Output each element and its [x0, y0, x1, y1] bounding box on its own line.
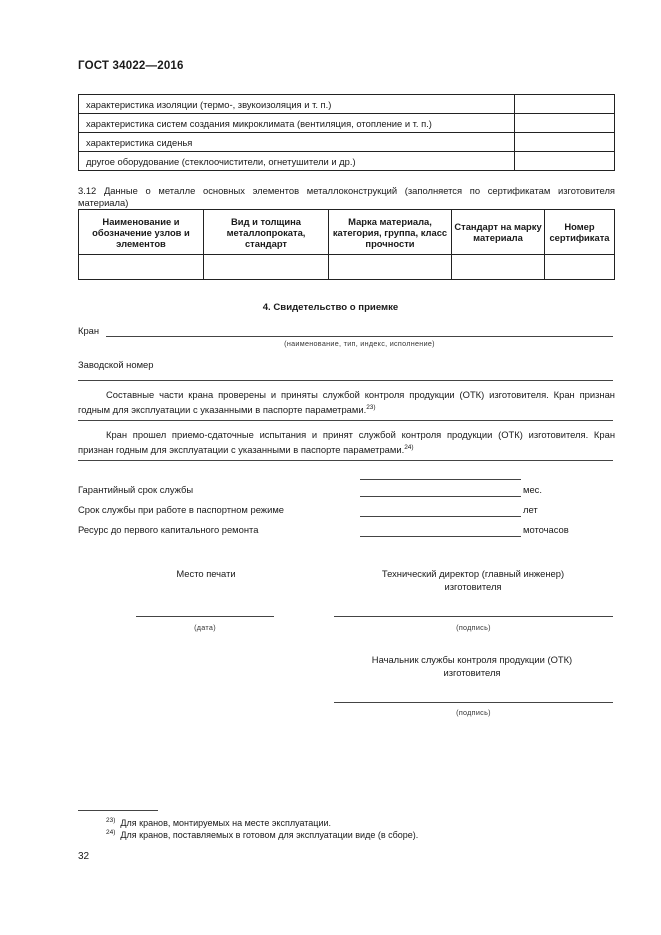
- serial-number-label: Заводской номер: [78, 359, 154, 370]
- table-header-row: [79, 210, 615, 255]
- column-header: Марка материала, категория, группа, класс прочности: [329, 210, 452, 255]
- tech-director-label: Технический директор (главный инженер) изготовителя: [381, 568, 565, 592]
- acceptance-paragraph-1: Составные части крана проверены и приняты службой контроля продукции (ОТК) изготовителя. Кран признан годным для эксплуатации с указанными в паспорте параметрами.$^{23)}$: [78, 389, 615, 415]
- qc-head-label: Начальник службы контроля продукции (ОТК) изготовителя: [371, 654, 573, 678]
- service-life-label: Срок службы при работе в паспортном режиме: [78, 504, 284, 515]
- column-header: Номер сертификата: [545, 210, 615, 255]
- resource-field[interactable]: [360, 536, 521, 537]
- document-number: ГОСТ 34022—2016: [78, 60, 184, 72]
- qc-head-signature-field[interactable]: [334, 702, 613, 703]
- date-field[interactable]: [136, 616, 274, 617]
- section-title: 4. Свидетельство о приемке: [262, 302, 399, 313]
- resource-label: Ресурс до первого капитального ремонта: [78, 524, 259, 535]
- table-row: [79, 133, 615, 152]
- resource-unit: моточасов: [523, 524, 569, 535]
- stamp-place-label: Место печати: [176, 568, 236, 579]
- table-cell: [79, 255, 204, 280]
- date-caption: (дата): [194, 623, 216, 632]
- acceptance-paragraph-2: Кран прошел приемо-сдаточные испытания и принят службой контроля продукции (ОТК) изготовителя. Кран признан годным для эксплуатации с указанными в паспорте параметрами.$^{24)}$: [78, 429, 615, 455]
- crane-caption: (наименование, тип, индекс, исполнение): [284, 339, 435, 348]
- warranty-unit: мес.: [523, 484, 542, 495]
- service-life-field[interactable]: [360, 516, 521, 517]
- table-cell: [545, 255, 615, 280]
- table-row: [79, 114, 615, 133]
- table-cell: [329, 255, 452, 280]
- page-number: 32: [78, 851, 90, 862]
- warranty-field[interactable]: [360, 496, 521, 497]
- table-cell: характеристика сиденья: [79, 133, 515, 152]
- crane-label: Кран: [78, 325, 100, 336]
- value-cell: [515, 114, 615, 133]
- field-top-line: [360, 479, 521, 480]
- service-life-unit: лет: [523, 504, 538, 515]
- signature-caption: (подпись): [456, 708, 491, 717]
- table-cell: [452, 255, 545, 280]
- table-row: [79, 152, 615, 171]
- separator-line: [78, 460, 613, 461]
- tech-director-signature-field[interactable]: [334, 616, 613, 617]
- table-cell: характеристика изоляции (термо-, звукоизоляция и т. п.): [79, 95, 515, 114]
- crane-field[interactable]: [106, 336, 613, 337]
- section-3-12-text: 3.12 Данные о металле основных элементов металлоконструкций (заполняется по сертификатам изготовителя материала): [78, 185, 615, 208]
- column-header: Стандарт на марку материала: [452, 210, 545, 255]
- footnote: $^{23)}$ Для кранов, монтируемых на месте эксплуатации.: [106, 817, 332, 828]
- serial-number-field[interactable]: [78, 380, 613, 381]
- footnote-separator: [78, 810, 158, 811]
- metal-data-table: [78, 209, 615, 280]
- table-cell: характеристика систем создания микроклимата (вентиляция, отопление и т. п.): [79, 114, 515, 133]
- warranty-label: Гарантийный срок службы: [78, 484, 194, 495]
- column-header: Вид и толщина металлопроката, стандарт: [204, 210, 329, 255]
- signature-caption: (подпись): [456, 623, 491, 632]
- table-cell: другое оборудование (стеклоочистители, огнетушители и др.): [79, 152, 515, 171]
- separator-line: [78, 420, 613, 421]
- footnote: $^{24)}$ Для кранов, поставляемых в готовом для эксплуатации виде (в сборе).: [106, 829, 419, 840]
- value-cell: [515, 95, 615, 114]
- table-cell: [204, 255, 329, 280]
- equipment-table: [78, 94, 615, 171]
- table-row: [79, 95, 615, 114]
- column-header: Наименование и обозначение узлов и элементов: [79, 210, 204, 255]
- table-row: [79, 255, 615, 280]
- value-cell: [515, 133, 615, 152]
- value-cell: [515, 152, 615, 171]
